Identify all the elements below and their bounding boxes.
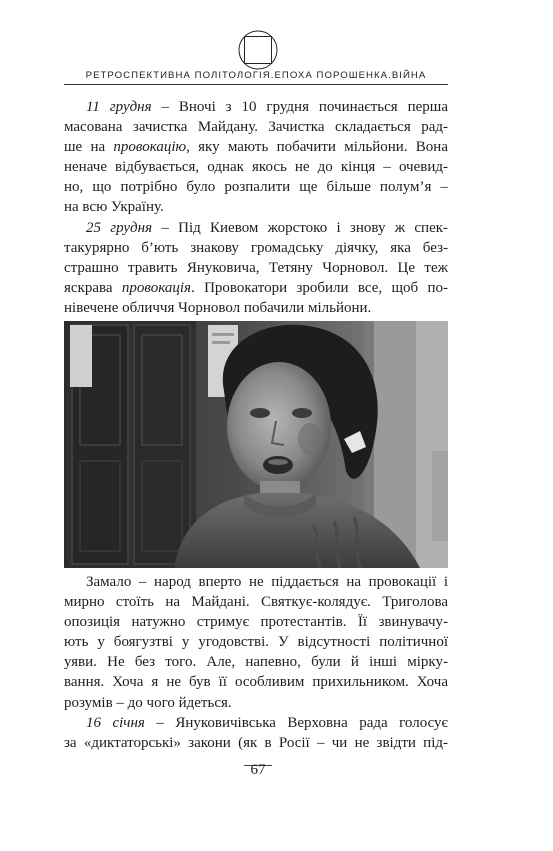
text-line: такурярно б’ють знакову громадську діячку, яка без- [64,240,448,257]
photo-illustration [64,321,448,568]
text-line: 11 грудня – Вночі з 10 грудня починається перша [86,99,448,115]
page-number: 67 [250,762,266,778]
circle-square-emblem-icon [236,28,280,72]
text-line: страшно травить Януковича, Тетяну Чорновол. Це теж [64,260,448,277]
text-line: вання. Хоча я не був її особливим прихильником. Хоча [64,674,448,691]
paragraph-dec-25 [64,218,448,318]
text-line: розумів – до чого йдеться. [64,694,232,711]
text-line: на всю Україну. [64,199,164,216]
date-label: 25 грудня [86,220,153,236]
text-line: яскрава провокація. Провокатори зробили все, щоб по- [64,280,449,297]
text-line: ше на провокацію, яку мають побачити мільйони. Вона [64,139,448,156]
text-line: ють у боягузтві у угодовстві. У відсутності політичної [64,634,448,651]
text-line: уяви. Не без того. Але, напевно, були й інші мірку- [64,654,448,671]
running-header: РЕТРОСПЕКТИВНА ПОЛІТОЛОГІЯ.ЕПОХА ПОРОШЕНКА.ВІЙНА [85,70,427,81]
text-line: за «диктаторські» закони (як в Росії – чи не звідти під- [64,735,448,752]
text-line: масована зачистка Майдану. Зачистка складається рад- [64,119,448,136]
text-line: опозиція натужно стримує протестантів. Її звинувачу- [64,614,448,631]
text-line: нівечене обличчя Чорновол побачили мільйони. [64,300,372,317]
header-rule [64,84,448,85]
paragraph-commentary [64,572,448,713]
paragraph-dec-11 [64,97,448,218]
text-line: Замало – народ вперто не піддається на провокації і [86,574,448,590]
text-line: мирно стоїть на Майдані. Святкує-колядує. Триголова [64,594,448,611]
text-line: 25 грудня – Під Киевом жорстоко і знову ж спек- [86,220,449,236]
text-line: неначе відбувається, однак якось не до кінця – очевид- [64,159,448,176]
date-label: 11 грудня [86,99,152,115]
text-line: 16 січня – Януковичівська Верховна рада голосує [86,715,448,731]
emphasis: провокація [121,280,191,297]
date-label: 16 січня [86,715,145,731]
injured-woman-photo [64,321,448,568]
emphasis: провокацію [113,139,187,156]
text-line: но, що потрібно було розпалити ще більше полум’я – [64,179,448,196]
paragraph-jan-16 [64,713,448,753]
